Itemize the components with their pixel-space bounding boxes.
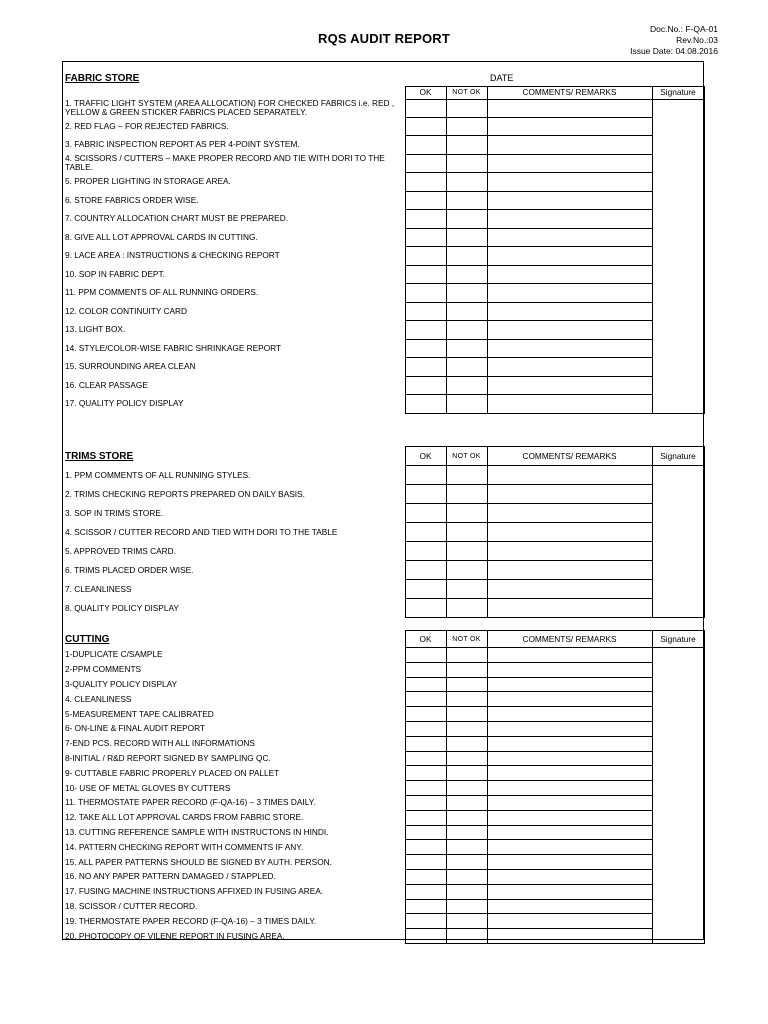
checklist-item: 4. SCISSORS / CUTTERS – MAKE PROPER RECORD AND TIE WITH DORI TO THE TABLE. — [65, 154, 385, 173]
ok-cell[interactable] — [405, 376, 446, 395]
cutting-row — [63, 662, 704, 677]
not-ok-cell[interactable] — [446, 321, 487, 340]
ok-cell[interactable] — [405, 736, 446, 751]
checklist-item: 8. QUALITY POLICY DISPLAY — [65, 602, 179, 613]
column-signature: Signature — [652, 631, 704, 648]
checklist-item: 3. SOP IN TRIMS STORE. — [65, 507, 164, 518]
cutting-row — [63, 721, 704, 736]
ok-cell[interactable] — [405, 173, 446, 192]
signature-cell[interactable] — [652, 648, 704, 944]
checklist-item: 9- CUTTABLE FABRIC PROPERLY PLACED ON PALLET — [65, 767, 280, 778]
cutting-row — [63, 855, 704, 870]
not-ok-cell[interactable] — [446, 485, 487, 504]
ok-cell[interactable] — [405, 339, 446, 358]
cutting-row — [63, 869, 704, 884]
ok-cell[interactable] — [405, 523, 446, 542]
checklist-item: 12. COLOR CONTINUITY CARD — [65, 305, 188, 316]
not-ok-cell[interactable] — [446, 599, 487, 618]
signature-cell[interactable] — [652, 99, 704, 413]
comments-cell[interactable] — [487, 561, 652, 580]
not-ok-cell[interactable] — [446, 504, 487, 523]
doc-number: Doc.No.: F-QA-01 — [649, 24, 718, 34]
checklist-item: 2. TRIMS CHECKING REPORTS PREPARED ON DAILY BASIS. — [65, 488, 305, 499]
not-ok-cell[interactable] — [446, 136, 487, 155]
ok-cell[interactable] — [405, 795, 446, 810]
not-ok-cell[interactable] — [446, 302, 487, 321]
ok-cell[interactable] — [405, 284, 446, 303]
checklist-item: 7. CLEANLINESS — [65, 583, 132, 594]
ok-cell[interactable] — [405, 358, 446, 377]
comments-cell[interactable] — [487, 339, 652, 358]
ok-cell[interactable] — [405, 99, 446, 117]
comments-cell[interactable] — [487, 321, 652, 340]
comments-cell[interactable] — [487, 173, 652, 192]
ok-cell[interactable] — [405, 599, 446, 618]
cutting-row — [63, 736, 704, 751]
ok-cell[interactable] — [405, 210, 446, 229]
checklist-item: 10- USE OF METAL GLOVES BY CUTTERS — [65, 782, 231, 793]
not-ok-cell[interactable] — [446, 766, 487, 781]
ok-cell[interactable] — [405, 395, 446, 414]
not-ok-cell[interactable] — [446, 580, 487, 599]
ok-cell[interactable] — [405, 117, 446, 136]
header-spacer — [63, 86, 405, 99]
not-ok-cell[interactable] — [446, 191, 487, 210]
comments-cell[interactable] — [487, 751, 652, 766]
ok-cell[interactable] — [405, 766, 446, 781]
checklist-item: 3-QUALITY POLICY DISPLAY — [65, 678, 178, 689]
fabric-store-row — [63, 358, 704, 377]
checklist-item: 7. COUNTRY ALLOCATION CHART MUST BE PREPARED. — [65, 213, 288, 224]
checklist-item: 11. THERMOSTATE PAPER RECORD (F-QA-16) – 3 TIMES DAILY. — [65, 797, 316, 808]
checklist-item: 13. CUTTING REFERENCE SAMPLE WITH INSTRUCTONS IN HINDI. — [65, 826, 329, 837]
checklist-item: 15. ALL PAPER PATTERNS SHOULD BE SIGNED BY AUTH. PERSON. — [65, 856, 332, 867]
checklist-item: 6. TRIMS PLACED ORDER WISE. — [65, 564, 194, 575]
cutting-row — [63, 766, 704, 781]
fabric-store-row — [63, 173, 704, 192]
not-ok-cell[interactable] — [446, 648, 487, 663]
fabric-store-row — [63, 154, 704, 173]
not-ok-cell[interactable] — [446, 284, 487, 303]
cutting-row — [63, 677, 704, 692]
signature-cell[interactable] — [652, 466, 704, 618]
comments-cell[interactable] — [487, 899, 652, 914]
not-ok-cell[interactable] — [446, 523, 487, 542]
comments-cell[interactable] — [487, 884, 652, 899]
cutting-row — [63, 810, 704, 825]
comments-cell[interactable] — [487, 766, 652, 781]
comments-cell[interactable] — [487, 736, 652, 751]
comments-cell[interactable] — [487, 376, 652, 395]
ok-cell[interactable] — [405, 265, 446, 284]
comments-cell[interactable] — [487, 810, 652, 825]
checklist-item: 6- ON-LINE & FINAL AUDIT REPORT — [65, 723, 206, 734]
not-ok-cell[interactable] — [446, 795, 487, 810]
not-ok-cell[interactable] — [446, 707, 487, 722]
fabric-store-row — [63, 284, 704, 303]
ok-cell[interactable] — [405, 810, 446, 825]
issue-date: Issue Date: 04.08.2016 — [630, 46, 718, 56]
ok-cell[interactable] — [405, 869, 446, 884]
column-comments: COMMENTS/ REMARKS — [487, 86, 652, 99]
trims-store-row — [63, 599, 704, 618]
ok-cell[interactable] — [405, 580, 446, 599]
not-ok-cell[interactable] — [446, 247, 487, 266]
comments-cell[interactable] — [487, 99, 652, 117]
comments-cell[interactable] — [487, 302, 652, 321]
trims-store-row — [63, 523, 704, 542]
ok-cell[interactable] — [405, 692, 446, 707]
fabric-store-row — [63, 99, 704, 117]
cutting-row — [63, 707, 704, 722]
comments-cell[interactable] — [487, 210, 652, 229]
ok-cell[interactable] — [405, 707, 446, 722]
comments-cell[interactable] — [487, 662, 652, 677]
comments-cell[interactable] — [487, 485, 652, 504]
not-ok-cell[interactable] — [446, 692, 487, 707]
comments-cell[interactable] — [487, 795, 652, 810]
ok-cell[interactable] — [405, 191, 446, 210]
fabric-store-row — [63, 302, 704, 321]
not-ok-cell[interactable] — [446, 561, 487, 580]
checklist-item: 13. LIGHT BOX. — [65, 324, 126, 335]
ok-cell[interactable] — [405, 561, 446, 580]
ok-cell[interactable] — [405, 504, 446, 523]
checklist-item: 8-INITIAL / R&D REPORT SIGNED BY SAMPLING QC. — [65, 752, 271, 763]
checklist-item: 4. SCISSOR / CUTTER RECORD AND TIED WITH DORI TO THE TABLE — [65, 526, 338, 537]
comments-cell[interactable] — [487, 504, 652, 523]
fabric-store-row — [63, 376, 704, 395]
comments-cell[interactable] — [487, 228, 652, 247]
not-ok-cell[interactable] — [446, 395, 487, 414]
ok-cell[interactable] — [405, 485, 446, 504]
trims-store-row — [63, 542, 704, 561]
checklist-item: 7-END PCS. RECORD WITH ALL INFORMATIONS — [65, 738, 255, 749]
fabric-store-row — [63, 228, 704, 247]
fabric-store-row — [63, 136, 704, 155]
column-not-ok: NOT OK — [446, 86, 487, 99]
trims-store-row — [63, 504, 704, 523]
ok-cell[interactable] — [405, 154, 446, 173]
checklist-item: 10. SOP IN FABRIC DEPT. — [65, 268, 165, 279]
section-title: FABRIC STORE — [65, 72, 140, 84]
comments-cell[interactable] — [487, 648, 652, 663]
date-area — [405, 70, 704, 86]
not-ok-cell[interactable] — [446, 99, 487, 117]
ok-cell[interactable] — [405, 781, 446, 796]
checklist-item: 1-DUPLICATE C/SAMPLE — [65, 649, 163, 660]
checklist-item: 5. PROPER LIGHTING IN STORAGE AREA. — [65, 176, 231, 187]
fabric-store-row — [63, 117, 704, 136]
not-ok-cell[interactable] — [446, 929, 487, 944]
trims-store-section — [63, 446, 705, 618]
comments-cell[interactable] — [487, 523, 652, 542]
column-signature: Signature — [652, 86, 704, 99]
checklist-item: 17. FUSING MACHINE INSTRUCTIONS AFFIXED IN FUSING AREA. — [65, 886, 324, 897]
ok-cell[interactable] — [405, 751, 446, 766]
cutting-row — [63, 781, 704, 796]
comments-cell[interactable] — [487, 117, 652, 136]
ok-cell[interactable] — [405, 721, 446, 736]
ok-cell[interactable] — [405, 302, 446, 321]
not-ok-cell[interactable] — [446, 466, 487, 485]
column-ok: OK — [405, 447, 446, 466]
checklist-item: 11. PPM COMMENTS OF ALL RUNNING ORDERS. — [65, 287, 259, 298]
fabric-store-section — [63, 70, 705, 414]
not-ok-cell[interactable] — [446, 228, 487, 247]
ok-cell[interactable] — [405, 228, 446, 247]
section-title: CUTTING — [65, 633, 110, 645]
comments-cell[interactable] — [487, 677, 652, 692]
ok-cell[interactable] — [405, 825, 446, 840]
comments-cell[interactable] — [487, 855, 652, 870]
cutting-row — [63, 884, 704, 899]
comments-cell[interactable] — [487, 466, 652, 485]
column-ok: OK — [405, 86, 446, 99]
checklist-item: 12. TAKE ALL LOT APPROVAL CARDS FROM FABRIC STORE. — [65, 812, 304, 823]
not-ok-cell[interactable] — [446, 210, 487, 229]
not-ok-cell[interactable] — [446, 840, 487, 855]
checklist-item: 5-MEASUREMENT TAPE CALIBRATED — [65, 708, 214, 719]
section-title: TRIMS STORE — [65, 450, 134, 462]
not-ok-cell[interactable] — [446, 662, 487, 677]
comments-cell[interactable] — [487, 721, 652, 736]
column-ok: OK — [405, 631, 446, 648]
not-ok-cell[interactable] — [446, 869, 487, 884]
checklist-item: 4. CLEANLINESS — [65, 693, 132, 704]
not-ok-cell[interactable] — [446, 825, 487, 840]
ok-cell[interactable] — [405, 914, 446, 929]
not-ok-cell[interactable] — [446, 781, 487, 796]
ok-cell[interactable] — [405, 466, 446, 485]
not-ok-cell[interactable] — [446, 376, 487, 395]
not-ok-cell[interactable] — [446, 855, 487, 870]
report-title: RQS AUDIT REPORT — [317, 31, 450, 46]
fabric-store-row — [63, 247, 704, 266]
column-not-ok: NOT OK — [446, 447, 487, 466]
checklist-item: 17. QUALITY POLICY DISPLAY — [65, 398, 184, 409]
checklist-item: 9. LACE AREA : INSTRUCTIONS & CHECKING REPORT — [65, 250, 280, 261]
date-label: DATE — [490, 73, 514, 83]
trims-store-row — [63, 561, 704, 580]
comments-cell[interactable] — [487, 914, 652, 929]
checklist-item: 1. PPM COMMENTS OF ALL RUNNING STYLES. — [65, 469, 251, 480]
fabric-store-row — [63, 210, 704, 229]
not-ok-cell[interactable] — [446, 339, 487, 358]
comments-cell[interactable] — [487, 781, 652, 796]
checklist-item: 6. STORE FABRICS ORDER WISE. — [65, 194, 199, 205]
document-info — [630, 24, 718, 57]
checklist-item: 20. PHOTOCOPY OF VILENE REPORT IN FUSING AREA. — [65, 930, 285, 941]
not-ok-cell[interactable] — [446, 173, 487, 192]
comments-cell[interactable] — [487, 825, 652, 840]
cutting-row — [63, 929, 704, 944]
comments-cell[interactable] — [487, 599, 652, 618]
cutting-row — [63, 825, 704, 840]
trims-store-row — [63, 485, 704, 504]
not-ok-cell[interactable] — [446, 810, 487, 825]
checklist-item: 16. CLEAR PASSAGE — [65, 379, 148, 390]
checklist-item: 2-PPM COMMENTS — [65, 664, 142, 675]
ok-cell[interactable] — [405, 677, 446, 692]
trims-store-row — [63, 580, 704, 599]
not-ok-cell[interactable] — [446, 736, 487, 751]
checklist-item: 19. THERMOSTATE PAPER RECORD (F-QA-16) – 3 TIMES DAILY. — [65, 915, 317, 926]
comments-cell[interactable] — [487, 191, 652, 210]
fabric-store-row — [63, 321, 704, 340]
cutting-row — [63, 914, 704, 929]
not-ok-cell[interactable] — [446, 677, 487, 692]
cutting-row — [63, 899, 704, 914]
comments-cell[interactable] — [487, 395, 652, 414]
comments-cell[interactable] — [487, 929, 652, 944]
cutting-row — [63, 751, 704, 766]
not-ok-cell[interactable] — [446, 751, 487, 766]
not-ok-cell[interactable] — [446, 884, 487, 899]
cutting-row — [63, 795, 704, 810]
checklist-item: 8. GIVE ALL LOT APPROVAL CARDS IN CUTTING. — [65, 231, 258, 242]
cutting-row — [63, 648, 704, 663]
checklist-item: 2. RED FLAG – FOR REJECTED FABRICS. — [65, 120, 229, 131]
comments-cell[interactable] — [487, 692, 652, 707]
comments-cell[interactable] — [487, 265, 652, 284]
cutting-section — [63, 630, 705, 944]
ok-cell[interactable] — [405, 662, 446, 677]
not-ok-cell[interactable] — [446, 542, 487, 561]
ok-cell[interactable] — [405, 542, 446, 561]
checklist-item: 15. SURROUNDING AREA CLEAN — [65, 361, 196, 372]
comments-cell[interactable] — [487, 542, 652, 561]
checklist-item: 14. PATTERN CHECKING REPORT WITH COMMENTS IF ANY. — [65, 841, 304, 852]
ok-cell[interactable] — [405, 929, 446, 944]
cutting-row — [63, 840, 704, 855]
not-ok-cell[interactable] — [446, 358, 487, 377]
comments-cell[interactable] — [487, 840, 652, 855]
checklist-item: 3. FABRIC INSPECTION REPORT AS PER 4-POINT SYSTEM. — [65, 139, 300, 150]
checklist-item: 16. NO ANY PAPER PATTERN DAMAGED / STAPPLED. — [65, 871, 276, 882]
column-comments: COMMENTS/ REMARKS — [487, 447, 652, 466]
comments-cell[interactable] — [487, 284, 652, 303]
comments-cell[interactable] — [487, 580, 652, 599]
comments-cell[interactable] — [487, 136, 652, 155]
not-ok-cell[interactable] — [446, 914, 487, 929]
fabric-store-row — [63, 395, 704, 414]
ok-cell[interactable] — [405, 247, 446, 266]
fabric-store-row — [63, 265, 704, 284]
ok-cell[interactable] — [405, 899, 446, 914]
checklist-item: 5. APPROVED TRIMS CARD. — [65, 545, 176, 556]
ok-cell[interactable] — [405, 884, 446, 899]
ok-cell[interactable] — [405, 855, 446, 870]
not-ok-cell[interactable] — [446, 265, 487, 284]
checklist-item: 1. TRAFFIC LIGHT SYSTEM (AREA ALLOCATION) FOR CHECKED FABRICS i.e. RED , YELLOW & GREEN STICKER FABRICS PLACED SEPARATELY. — [65, 99, 395, 117]
trims-store-row — [63, 466, 704, 485]
ok-cell[interactable] — [405, 648, 446, 663]
column-comments: COMMENTS/ REMARKS — [487, 631, 652, 648]
fabric-store-row — [63, 191, 704, 210]
not-ok-cell[interactable] — [446, 117, 487, 136]
comments-cell[interactable] — [487, 869, 652, 884]
ok-cell[interactable] — [405, 321, 446, 340]
comments-cell[interactable] — [487, 154, 652, 173]
column-not-ok: NOT OK — [446, 631, 487, 648]
not-ok-cell[interactable] — [446, 899, 487, 914]
comments-cell[interactable] — [487, 358, 652, 377]
ok-cell[interactable] — [405, 136, 446, 155]
not-ok-cell[interactable] — [446, 721, 487, 736]
checklist-item: 18. SCISSOR / CUTTER RECORD. — [65, 900, 198, 911]
comments-cell[interactable] — [487, 707, 652, 722]
checklist-item: 14. STYLE/COLOR-WISE FABRIC SHRINKAGE REPORT — [65, 342, 282, 353]
column-signature: Signature — [652, 447, 704, 466]
comments-cell[interactable] — [487, 247, 652, 266]
cutting-row — [63, 692, 704, 707]
ok-cell[interactable] — [405, 840, 446, 855]
not-ok-cell[interactable] — [446, 154, 487, 173]
fabric-store-row — [63, 339, 704, 358]
revision-number: Rev.No.:03 — [676, 35, 718, 45]
